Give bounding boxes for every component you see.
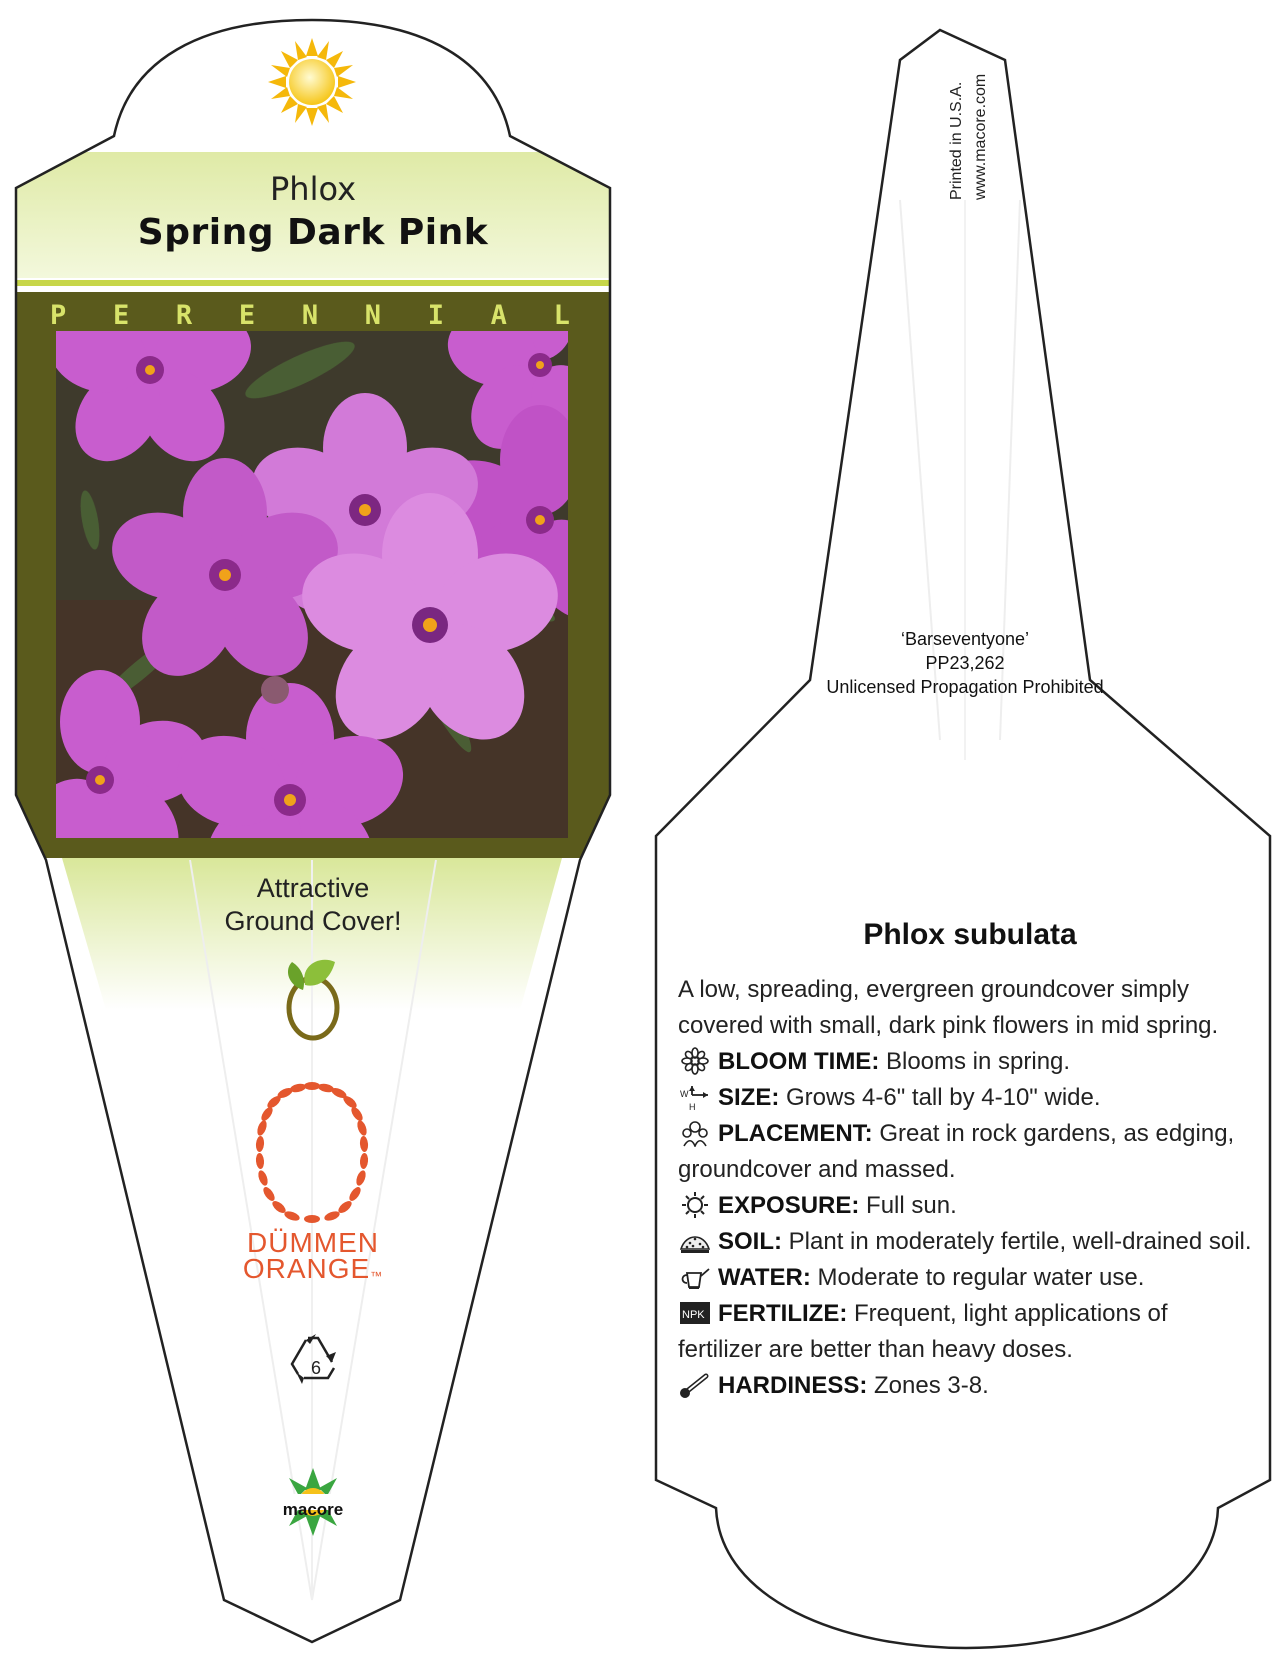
brand-wordmark xyxy=(0,1227,626,1289)
thermometer-icon xyxy=(678,1371,712,1399)
patent-number: PP23,262 xyxy=(925,653,1005,673)
printed-line: Printed in U.S.A. xyxy=(948,81,965,200)
size-icon-h: H xyxy=(689,1102,696,1111)
care-text: Great in rock gardens, as edging, groundcover and massed. xyxy=(678,1120,1235,1183)
flower-bud xyxy=(261,676,289,704)
description: A low, spreading, evergreen groundcover simply covered with small, dark pink flowers in mid spring. xyxy=(678,976,1219,1039)
variety-name: Spring Dark Pink xyxy=(137,212,489,253)
category-letter: A xyxy=(490,300,507,331)
care-text: Blooms in spring. xyxy=(885,1048,1071,1075)
category-letter: E xyxy=(238,300,256,331)
care-label: EXPOSURE: xyxy=(718,1192,860,1219)
printed-url: www.macore.com xyxy=(972,73,989,200)
category-letter: I xyxy=(427,300,444,331)
soil-pile-icon xyxy=(678,1227,712,1255)
back-tag xyxy=(656,30,1270,1648)
watering-can-icon xyxy=(678,1263,712,1291)
propagation-notice: Unlicensed Propagation Prohibited xyxy=(826,677,1104,697)
sun-icon xyxy=(268,38,356,126)
tagline-line: Attractive xyxy=(256,873,370,903)
category-letter: P xyxy=(50,300,67,331)
recycle-code: 6 xyxy=(310,1358,321,1378)
care-label: PLACEMENT: xyxy=(718,1120,873,1147)
care-label: SIZE: xyxy=(718,1084,780,1111)
category-letter: E xyxy=(112,300,130,331)
printer-logo-text: macore xyxy=(282,1500,344,1519)
sun-outline-icon xyxy=(678,1191,712,1219)
care-text: Full sun. xyxy=(866,1192,957,1219)
cultivar-name: ‘Barseventyone’ xyxy=(900,629,1030,649)
care-row-hardiness xyxy=(678,1368,1258,1404)
brand-line xyxy=(0,1253,626,1289)
care-info xyxy=(678,972,1258,1404)
size-icon-w: W xyxy=(680,1089,689,1099)
care-text: Moderate to regular water use. xyxy=(817,1264,1145,1291)
species-name: Phlox subulata xyxy=(863,918,1077,951)
header-stripe xyxy=(16,280,612,286)
care-row-bloom-time xyxy=(678,1044,1258,1080)
genus-name: Phlox xyxy=(270,170,356,208)
care-text: Plant in moderately fertile, well-drained soil. xyxy=(788,1228,1252,1255)
trademark: ™ xyxy=(370,1269,384,1283)
care-label: BLOOM TIME: xyxy=(718,1048,880,1075)
care-text: Zones 3-8. xyxy=(874,1372,989,1399)
care-label: HARDINESS: xyxy=(718,1372,868,1399)
care-label: WATER: xyxy=(718,1264,811,1291)
care-label: FERTILIZE: xyxy=(718,1300,848,1327)
care-row-water xyxy=(678,1260,1258,1296)
category-letter: L xyxy=(553,300,570,331)
plant-photo xyxy=(3,265,640,920)
care-row-exposure xyxy=(678,1188,1258,1224)
tagline-line: Ground Cover! xyxy=(224,906,402,936)
brand-line: DÜMMEN xyxy=(247,1227,379,1258)
placement-flowers-icon xyxy=(678,1119,712,1147)
care-text: Frequent, light applications of fertilizer are better than heavy doses. xyxy=(678,1300,1168,1363)
category-letter: R xyxy=(175,300,193,331)
care-text: Grows 4-6" tall by 4-10" wide. xyxy=(786,1084,1101,1111)
care-row-soil xyxy=(678,1224,1258,1260)
npk-icon xyxy=(678,1299,712,1327)
size-arrows-icon xyxy=(678,1083,712,1111)
care-label: SOIL: xyxy=(718,1228,782,1255)
care-row-fertilize xyxy=(678,1296,1258,1368)
care-row-size xyxy=(678,1080,1258,1116)
category-letter: N xyxy=(301,300,319,331)
cultivar-block xyxy=(660,627,1270,699)
category-letter: N xyxy=(364,300,382,331)
npk-text: NPK xyxy=(682,1309,705,1321)
brand-line-text: ORANGE xyxy=(242,1253,371,1284)
category-label xyxy=(50,300,570,331)
tagline xyxy=(0,872,626,938)
flower-icon xyxy=(678,1047,712,1075)
care-row-placement xyxy=(678,1116,1258,1188)
